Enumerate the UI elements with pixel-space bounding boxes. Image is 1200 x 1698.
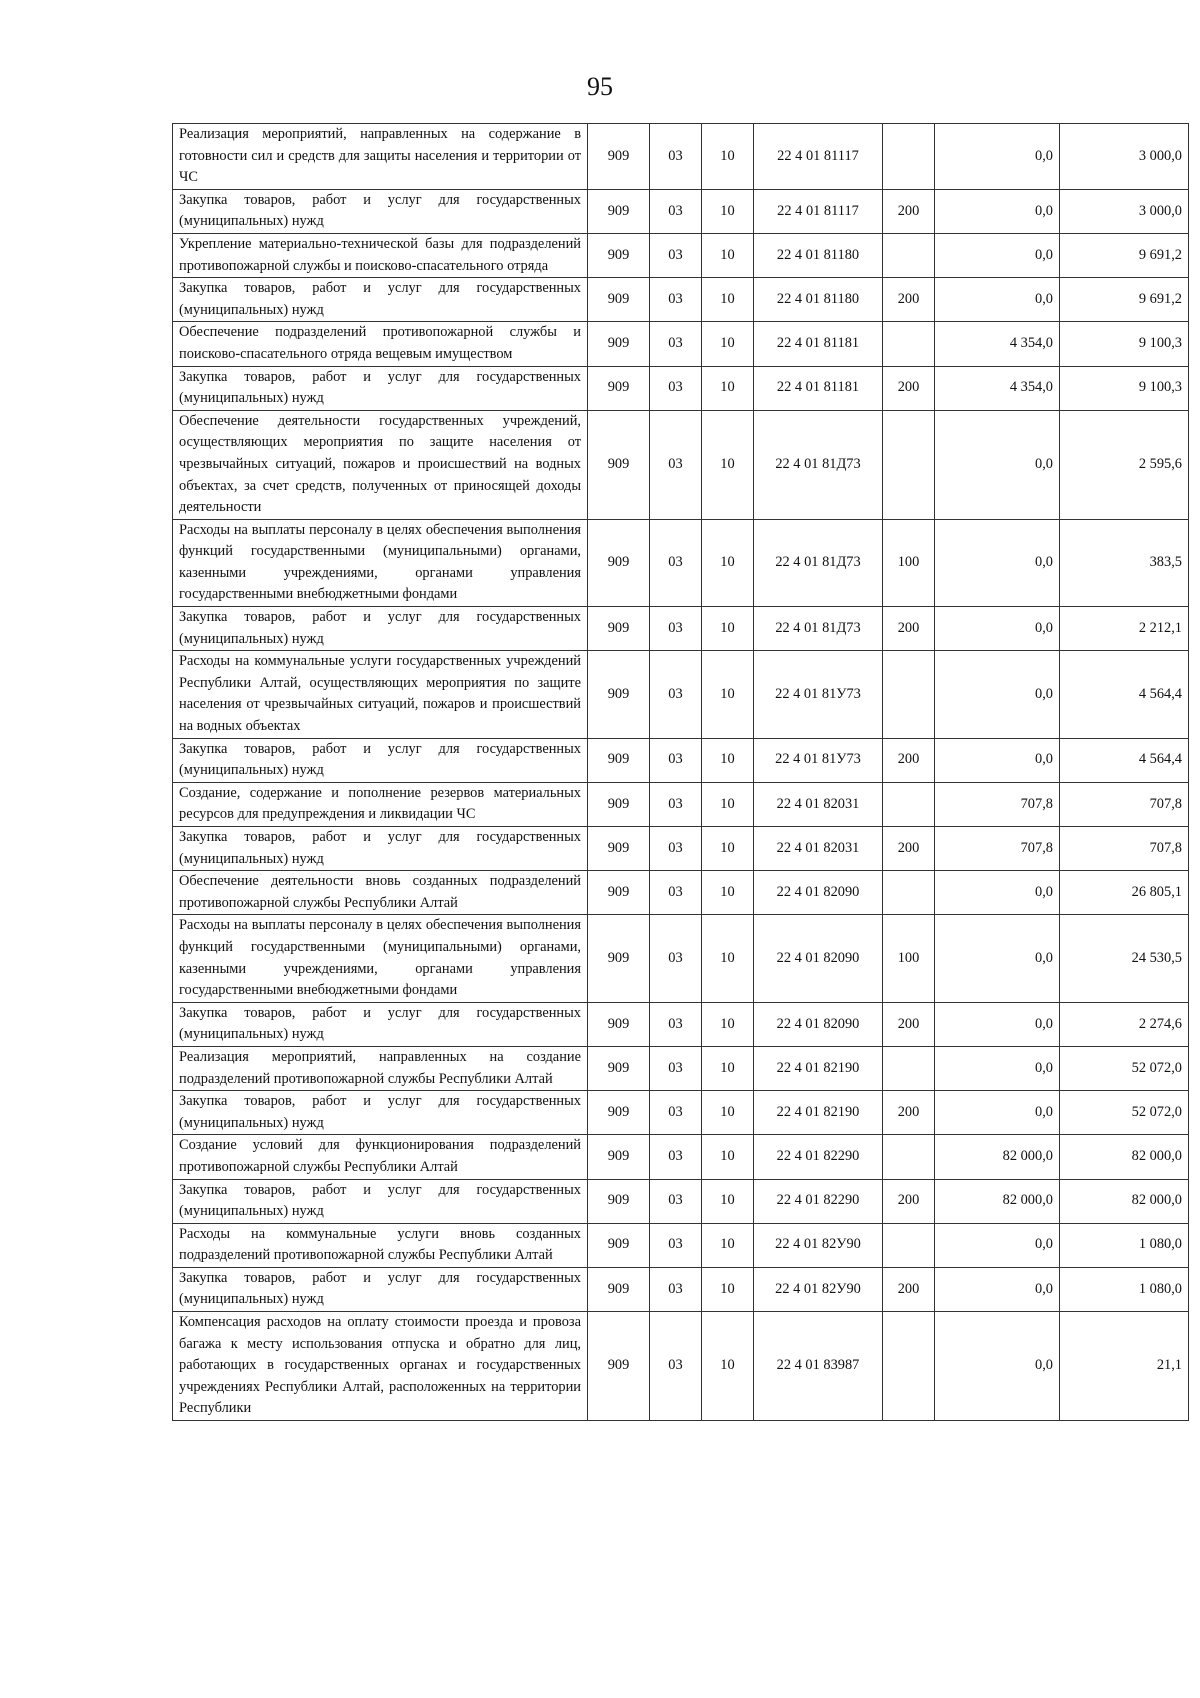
- table-row: [173, 233, 1189, 277]
- subsection-code: 10: [702, 278, 754, 322]
- amount-column-1: 0,0: [935, 1091, 1060, 1135]
- amount-column-1: 0,0: [935, 124, 1060, 190]
- amount-column-1: 707,8: [935, 782, 1060, 826]
- ministry-code: 909: [588, 1046, 650, 1090]
- expense-type-code: [883, 1223, 935, 1267]
- target-article-code: 22 4 01 81У73: [754, 651, 883, 738]
- table-row: [173, 410, 1189, 519]
- expense-type-code: 200: [883, 366, 935, 410]
- row-description: Закупка товаров, работ и услуг для государственных (муниципальных) нужд: [173, 366, 588, 410]
- section-code: 03: [650, 782, 702, 826]
- section-code: 03: [650, 322, 702, 366]
- subsection-code: 10: [702, 738, 754, 782]
- subsection-code: 10: [702, 1135, 754, 1179]
- ministry-code: 909: [588, 827, 650, 871]
- subsection-code: 10: [702, 1179, 754, 1223]
- amount-column-2: 1 080,0: [1060, 1223, 1189, 1267]
- target-article-code: 22 4 01 81180: [754, 233, 883, 277]
- row-description: Закупка товаров, работ и услуг для государственных (муниципальных) нужд: [173, 1091, 588, 1135]
- subsection-code: 10: [702, 607, 754, 651]
- row-description: Реализация мероприятий, направленных на создание подразделений противопожарной службы Республики Алтай: [173, 1046, 588, 1090]
- target-article-code: 22 4 01 81117: [754, 124, 883, 190]
- section-code: 03: [650, 189, 702, 233]
- amount-column-1: 0,0: [935, 738, 1060, 782]
- section-code: 03: [650, 1091, 702, 1135]
- subsection-code: 10: [702, 189, 754, 233]
- table-row: [173, 322, 1189, 366]
- target-article-code: 22 4 01 81117: [754, 189, 883, 233]
- expense-type-code: [883, 1135, 935, 1179]
- ministry-code: 909: [588, 1091, 650, 1135]
- table-row: [173, 366, 1189, 410]
- subsection-code: 10: [702, 1267, 754, 1311]
- amount-column-2: 2 212,1: [1060, 607, 1189, 651]
- expense-type-code: [883, 124, 935, 190]
- amount-column-1: 4 354,0: [935, 322, 1060, 366]
- row-description: Закупка товаров, работ и услуг для государственных (муниципальных) нужд: [173, 189, 588, 233]
- target-article-code: 22 4 01 83987: [754, 1312, 883, 1421]
- subsection-code: 10: [702, 1002, 754, 1046]
- ministry-code: 909: [588, 871, 650, 915]
- target-article-code: 22 4 01 81Д73: [754, 519, 883, 606]
- amount-column-1: 0,0: [935, 410, 1060, 519]
- ministry-code: 909: [588, 607, 650, 651]
- expense-type-code: [883, 233, 935, 277]
- row-description: Реализация мероприятий, направленных на содержание в готовности сил и средств для защиты населения и территории от ЧС: [173, 124, 588, 190]
- table-row: [173, 1179, 1189, 1223]
- subsection-code: 10: [702, 519, 754, 606]
- expense-type-code: [883, 651, 935, 738]
- target-article-code: 22 4 01 82190: [754, 1046, 883, 1090]
- target-article-code: 22 4 01 82031: [754, 782, 883, 826]
- target-article-code: 22 4 01 82290: [754, 1179, 883, 1223]
- subsection-code: 10: [702, 410, 754, 519]
- row-description: Закупка товаров, работ и услуг для государственных (муниципальных) нужд: [173, 1002, 588, 1046]
- amount-column-1: 82 000,0: [935, 1135, 1060, 1179]
- table-row: [173, 782, 1189, 826]
- amount-column-2: 9 691,2: [1060, 278, 1189, 322]
- section-code: 03: [650, 366, 702, 410]
- row-description: Расходы на коммунальные услуги вновь созданных подразделений противопожарной службы Республики Алтай: [173, 1223, 588, 1267]
- section-code: 03: [650, 915, 702, 1002]
- ministry-code: 909: [588, 782, 650, 826]
- amount-column-2: 1 080,0: [1060, 1267, 1189, 1311]
- table-row: [173, 1135, 1189, 1179]
- subsection-code: 10: [702, 827, 754, 871]
- expense-type-code: [883, 1046, 935, 1090]
- expense-type-code: 200: [883, 1002, 935, 1046]
- expense-type-code: 200: [883, 738, 935, 782]
- ministry-code: 909: [588, 233, 650, 277]
- amount-column-1: 4 354,0: [935, 366, 1060, 410]
- amount-column-2: 52 072,0: [1060, 1046, 1189, 1090]
- table-row: [173, 1046, 1189, 1090]
- ministry-code: 909: [588, 410, 650, 519]
- expense-type-code: 200: [883, 1091, 935, 1135]
- amount-column-2: 2 274,6: [1060, 1002, 1189, 1046]
- section-code: 03: [650, 278, 702, 322]
- subsection-code: 10: [702, 1091, 754, 1135]
- amount-column-1: 0,0: [935, 915, 1060, 1002]
- table-row: [173, 915, 1189, 1002]
- amount-column-2: 707,8: [1060, 782, 1189, 826]
- target-article-code: 22 4 01 82У90: [754, 1223, 883, 1267]
- section-code: 03: [650, 124, 702, 190]
- section-code: 03: [650, 827, 702, 871]
- expense-type-code: [883, 782, 935, 826]
- subsection-code: 10: [702, 782, 754, 826]
- row-description: Создание, содержание и пополнение резервов материальных ресурсов для предупреждения и ликвидации ЧС: [173, 782, 588, 826]
- ministry-code: 909: [588, 322, 650, 366]
- expense-type-code: [883, 410, 935, 519]
- amount-column-2: 24 530,5: [1060, 915, 1189, 1002]
- amount-column-2: 52 072,0: [1060, 1091, 1189, 1135]
- subsection-code: 10: [702, 651, 754, 738]
- row-description: Создание условий для функционирования подразделений противопожарной службы Республики Алтай: [173, 1135, 588, 1179]
- target-article-code: 22 4 01 81Д73: [754, 607, 883, 651]
- expense-type-code: 200: [883, 1179, 935, 1223]
- expense-type-code: 200: [883, 278, 935, 322]
- amount-column-2: 707,8: [1060, 827, 1189, 871]
- table-row: [173, 1002, 1189, 1046]
- section-code: 03: [650, 1179, 702, 1223]
- amount-column-2: 9 100,3: [1060, 322, 1189, 366]
- table-row: [173, 827, 1189, 871]
- subsection-code: 10: [702, 1223, 754, 1267]
- row-description: Расходы на выплаты персоналу в целях обеспечения выполнения функций государственными (муниципальными) органами, казенными учреждениями, органами управления государственными внебюджетными фондами: [173, 519, 588, 606]
- section-code: 03: [650, 1002, 702, 1046]
- amount-column-1: 0,0: [935, 233, 1060, 277]
- amount-column-2: 3 000,0: [1060, 189, 1189, 233]
- ministry-code: 909: [588, 651, 650, 738]
- amount-column-2: 4 564,4: [1060, 651, 1189, 738]
- section-code: 03: [650, 1312, 702, 1421]
- amount-column-1: 0,0: [935, 651, 1060, 738]
- target-article-code: 22 4 01 82290: [754, 1135, 883, 1179]
- section-code: 03: [650, 410, 702, 519]
- section-code: 03: [650, 651, 702, 738]
- row-description: Закупка товаров, работ и услуг для государственных (муниципальных) нужд: [173, 607, 588, 651]
- ministry-code: 909: [588, 519, 650, 606]
- row-description: Обеспечение деятельности государственных учреждений, осуществляющих мероприятия по защите населения от чрезвычайных ситуаций, пожаров и происшествий на водных объектах, за счет средств, полученных от приносящей доходы деятельности: [173, 410, 588, 519]
- table-row: [173, 1267, 1189, 1311]
- subsection-code: 10: [702, 1046, 754, 1090]
- ministry-code: 909: [588, 278, 650, 322]
- expense-type-code: 100: [883, 915, 935, 1002]
- expense-type-code: 200: [883, 189, 935, 233]
- target-article-code: 22 4 01 81181: [754, 366, 883, 410]
- amount-column-2: 3 000,0: [1060, 124, 1189, 190]
- row-description: Обеспечение подразделений противопожарной службы и поисково-спасательного отряда вещевым имуществом: [173, 322, 588, 366]
- table-row: [173, 738, 1189, 782]
- table-row: [173, 1223, 1189, 1267]
- row-description: Компенсация расходов на оплату стоимости проезда и провоза багажа к месту использования отпуска и обратно для лиц, работающих в государственных органах и государственных учреждениях Республики Алтай, расположенных на территории Республики: [173, 1312, 588, 1421]
- amount-column-1: 82 000,0: [935, 1179, 1060, 1223]
- row-description: Закупка товаров, работ и услуг для государственных (муниципальных) нужд: [173, 278, 588, 322]
- row-description: Закупка товаров, работ и услуг для государственных (муниципальных) нужд: [173, 827, 588, 871]
- amount-column-2: 9 691,2: [1060, 233, 1189, 277]
- target-article-code: 22 4 01 82У90: [754, 1267, 883, 1311]
- section-code: 03: [650, 738, 702, 782]
- expense-type-code: [883, 871, 935, 915]
- amount-column-2: 82 000,0: [1060, 1179, 1189, 1223]
- section-code: 03: [650, 1135, 702, 1179]
- subsection-code: 10: [702, 233, 754, 277]
- section-code: 03: [650, 1267, 702, 1311]
- table-row: [173, 124, 1189, 190]
- amount-column-1: 0,0: [935, 519, 1060, 606]
- target-article-code: 22 4 01 82090: [754, 1002, 883, 1046]
- amount-column-1: 0,0: [935, 871, 1060, 915]
- section-code: 03: [650, 607, 702, 651]
- row-description: Закупка товаров, работ и услуг для государственных (муниципальных) нужд: [173, 738, 588, 782]
- table-row: [173, 1091, 1189, 1135]
- page-number: 95: [587, 72, 613, 101]
- ministry-code: 909: [588, 124, 650, 190]
- expense-type-code: [883, 322, 935, 366]
- target-article-code: 22 4 01 81181: [754, 322, 883, 366]
- amount-column-1: 707,8: [935, 827, 1060, 871]
- table-row: [173, 519, 1189, 606]
- expense-type-code: 200: [883, 607, 935, 651]
- ministry-code: 909: [588, 1135, 650, 1179]
- row-description: Закупка товаров, работ и услуг для государственных (муниципальных) нужд: [173, 1267, 588, 1311]
- amount-column-1: 0,0: [935, 278, 1060, 322]
- budget-table: [172, 123, 1189, 1421]
- table-row: [173, 189, 1189, 233]
- subsection-code: 10: [702, 366, 754, 410]
- amount-column-2: 26 805,1: [1060, 871, 1189, 915]
- section-code: 03: [650, 1223, 702, 1267]
- ministry-code: 909: [588, 1223, 650, 1267]
- section-code: 03: [650, 871, 702, 915]
- amount-column-1: 0,0: [935, 1223, 1060, 1267]
- row-description: Обеспечение деятельности вновь созданных подразделений противопожарной службы Республики Алтай: [173, 871, 588, 915]
- section-code: 03: [650, 519, 702, 606]
- amount-column-2: 9 100,3: [1060, 366, 1189, 410]
- amount-column-2: 2 595,6: [1060, 410, 1189, 519]
- section-code: 03: [650, 1046, 702, 1090]
- ministry-code: 909: [588, 915, 650, 1002]
- amount-column-1: 0,0: [935, 1046, 1060, 1090]
- target-article-code: 22 4 01 82090: [754, 871, 883, 915]
- subsection-code: 10: [702, 124, 754, 190]
- row-description: Укрепление материально-технической базы для подразделений противопожарной службы и поисково-спасательного отряда: [173, 233, 588, 277]
- table-row: [173, 607, 1189, 651]
- amount-column-1: 0,0: [935, 189, 1060, 233]
- amount-column-1: 0,0: [935, 1312, 1060, 1421]
- target-article-code: 22 4 01 82090: [754, 915, 883, 1002]
- target-article-code: 22 4 01 81180: [754, 278, 883, 322]
- section-code: 03: [650, 233, 702, 277]
- target-article-code: 22 4 01 81У73: [754, 738, 883, 782]
- row-description: Расходы на коммунальные услуги государственных учреждений Республики Алтай, осуществляющих мероприятия по защите населения от чрезвычайных ситуаций, пожаров и происшествий на водных объектах: [173, 651, 588, 738]
- ministry-code: 909: [588, 1002, 650, 1046]
- target-article-code: 22 4 01 81Д73: [754, 410, 883, 519]
- ministry-code: 909: [588, 366, 650, 410]
- amount-column-2: 82 000,0: [1060, 1135, 1189, 1179]
- ministry-code: 909: [588, 1179, 650, 1223]
- subsection-code: 10: [702, 322, 754, 366]
- row-description: Закупка товаров, работ и услуг для государственных (муниципальных) нужд: [173, 1179, 588, 1223]
- expense-type-code: 100: [883, 519, 935, 606]
- expense-type-code: [883, 1312, 935, 1421]
- ministry-code: 909: [588, 738, 650, 782]
- row-description: Расходы на выплаты персоналу в целях обеспечения выполнения функций государственными (муниципальными) органами, казенными учреждениями, органами управления государственными внебюджетными фондами: [173, 915, 588, 1002]
- expense-type-code: 200: [883, 827, 935, 871]
- subsection-code: 10: [702, 1312, 754, 1421]
- amount-column-2: 21,1: [1060, 1312, 1189, 1421]
- target-article-code: 22 4 01 82190: [754, 1091, 883, 1135]
- amount-column-1: 0,0: [935, 1002, 1060, 1046]
- ministry-code: 909: [588, 1267, 650, 1311]
- target-article-code: 22 4 01 82031: [754, 827, 883, 871]
- table-row: [173, 1312, 1189, 1421]
- amount-column-2: 4 564,4: [1060, 738, 1189, 782]
- amount-column-1: 0,0: [935, 1267, 1060, 1311]
- ministry-code: 909: [588, 1312, 650, 1421]
- table-row: [173, 651, 1189, 738]
- amount-column-1: 0,0: [935, 607, 1060, 651]
- subsection-code: 10: [702, 871, 754, 915]
- subsection-code: 10: [702, 915, 754, 1002]
- table-row: [173, 278, 1189, 322]
- expense-type-code: 200: [883, 1267, 935, 1311]
- amount-column-2: 383,5: [1060, 519, 1189, 606]
- ministry-code: 909: [588, 189, 650, 233]
- table-row: [173, 871, 1189, 915]
